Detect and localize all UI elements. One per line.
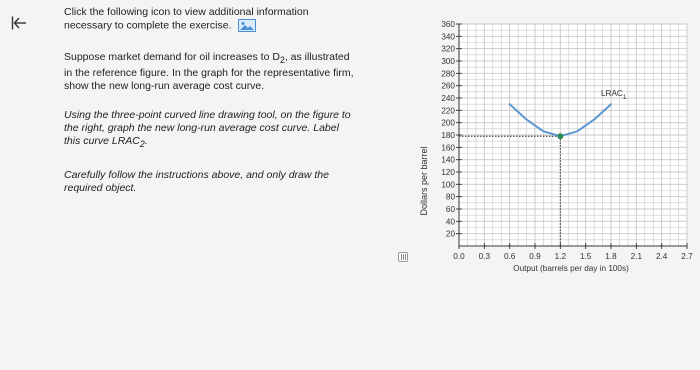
intro-line-1: Click the following icon to view additional information bbox=[64, 6, 309, 18]
x-tick-label: 0.6 bbox=[503, 252, 516, 261]
y-tick-label: 60 bbox=[445, 205, 455, 214]
y-tick-label: 220 bbox=[441, 106, 455, 116]
y-tick-label: 160 bbox=[441, 143, 455, 153]
x-tick-label: 2.1 bbox=[630, 252, 643, 261]
y-tick-label: 320 bbox=[441, 44, 455, 54]
y-tick-label: 140 bbox=[441, 155, 455, 165]
x-tick-label: 1.8 bbox=[605, 252, 617, 261]
x-tick-label: 0.3 bbox=[478, 252, 491, 261]
y-tick-label: 300 bbox=[441, 57, 455, 66]
intro-line-2: necessary to complete the exercise. bbox=[64, 19, 232, 32]
lrac-minimum-point bbox=[557, 133, 563, 139]
caution-line-1: Carefully follow the instructions above, and only draw the bbox=[64, 169, 329, 182]
y-tick-label: 200 bbox=[441, 118, 455, 128]
y-tick-label: 40 bbox=[445, 217, 455, 227]
x-tick-label: 1.2 bbox=[554, 252, 567, 261]
y-tick-label: 240 bbox=[441, 94, 455, 103]
y-tick-label: 260 bbox=[441, 81, 455, 91]
y-tick-label: 180 bbox=[441, 131, 455, 140]
x-axis-label: Output (barrels per day in 100s) bbox=[513, 264, 629, 273]
market-line-3: show the new long-run average cost curve. bbox=[64, 80, 265, 93]
y-tick-label: 280 bbox=[441, 69, 455, 79]
y-tick-label: 360 bbox=[441, 20, 455, 29]
y-tick-label: 80 bbox=[445, 192, 455, 202]
usage-line-3: this curve LRAC bbox=[64, 135, 140, 148]
caution-line-2: required object. bbox=[64, 182, 137, 195]
y-tick-label: 340 bbox=[441, 32, 455, 42]
y-tick-label: 20 bbox=[445, 229, 455, 239]
market-line-1-end: , as illustrated bbox=[284, 51, 350, 64]
y-axis-label: Dollars per barrel bbox=[419, 146, 429, 216]
market-subscript: 2 bbox=[279, 55, 285, 66]
x-tick-label: 2.4 bbox=[655, 252, 668, 261]
lrac-curve-label: $LRAC_1$ bbox=[601, 89, 627, 102]
market-line-2: in the reference figure. In the graph for the representative firm, bbox=[64, 67, 354, 80]
x-tick-label: 0.0 bbox=[453, 252, 465, 261]
usage-subscript: 2 bbox=[139, 139, 145, 150]
usage-end: . bbox=[144, 135, 148, 148]
x-tick-label: 1.5 bbox=[579, 252, 592, 261]
x-tick-label: 0.9 bbox=[529, 252, 541, 261]
market-line-1: Suppose market demand for oil increases to D bbox=[64, 51, 280, 64]
y-tick-label: 120 bbox=[441, 168, 455, 177]
x-tick-label: 2.7 bbox=[681, 252, 693, 261]
usage-line-1: Using the three-point curved line drawing tool, on the figure to bbox=[64, 109, 351, 122]
y-tick-label: 100 bbox=[441, 180, 455, 190]
usage-line-2: the right, graph the new long-run average cost curve. Label bbox=[64, 122, 339, 135]
